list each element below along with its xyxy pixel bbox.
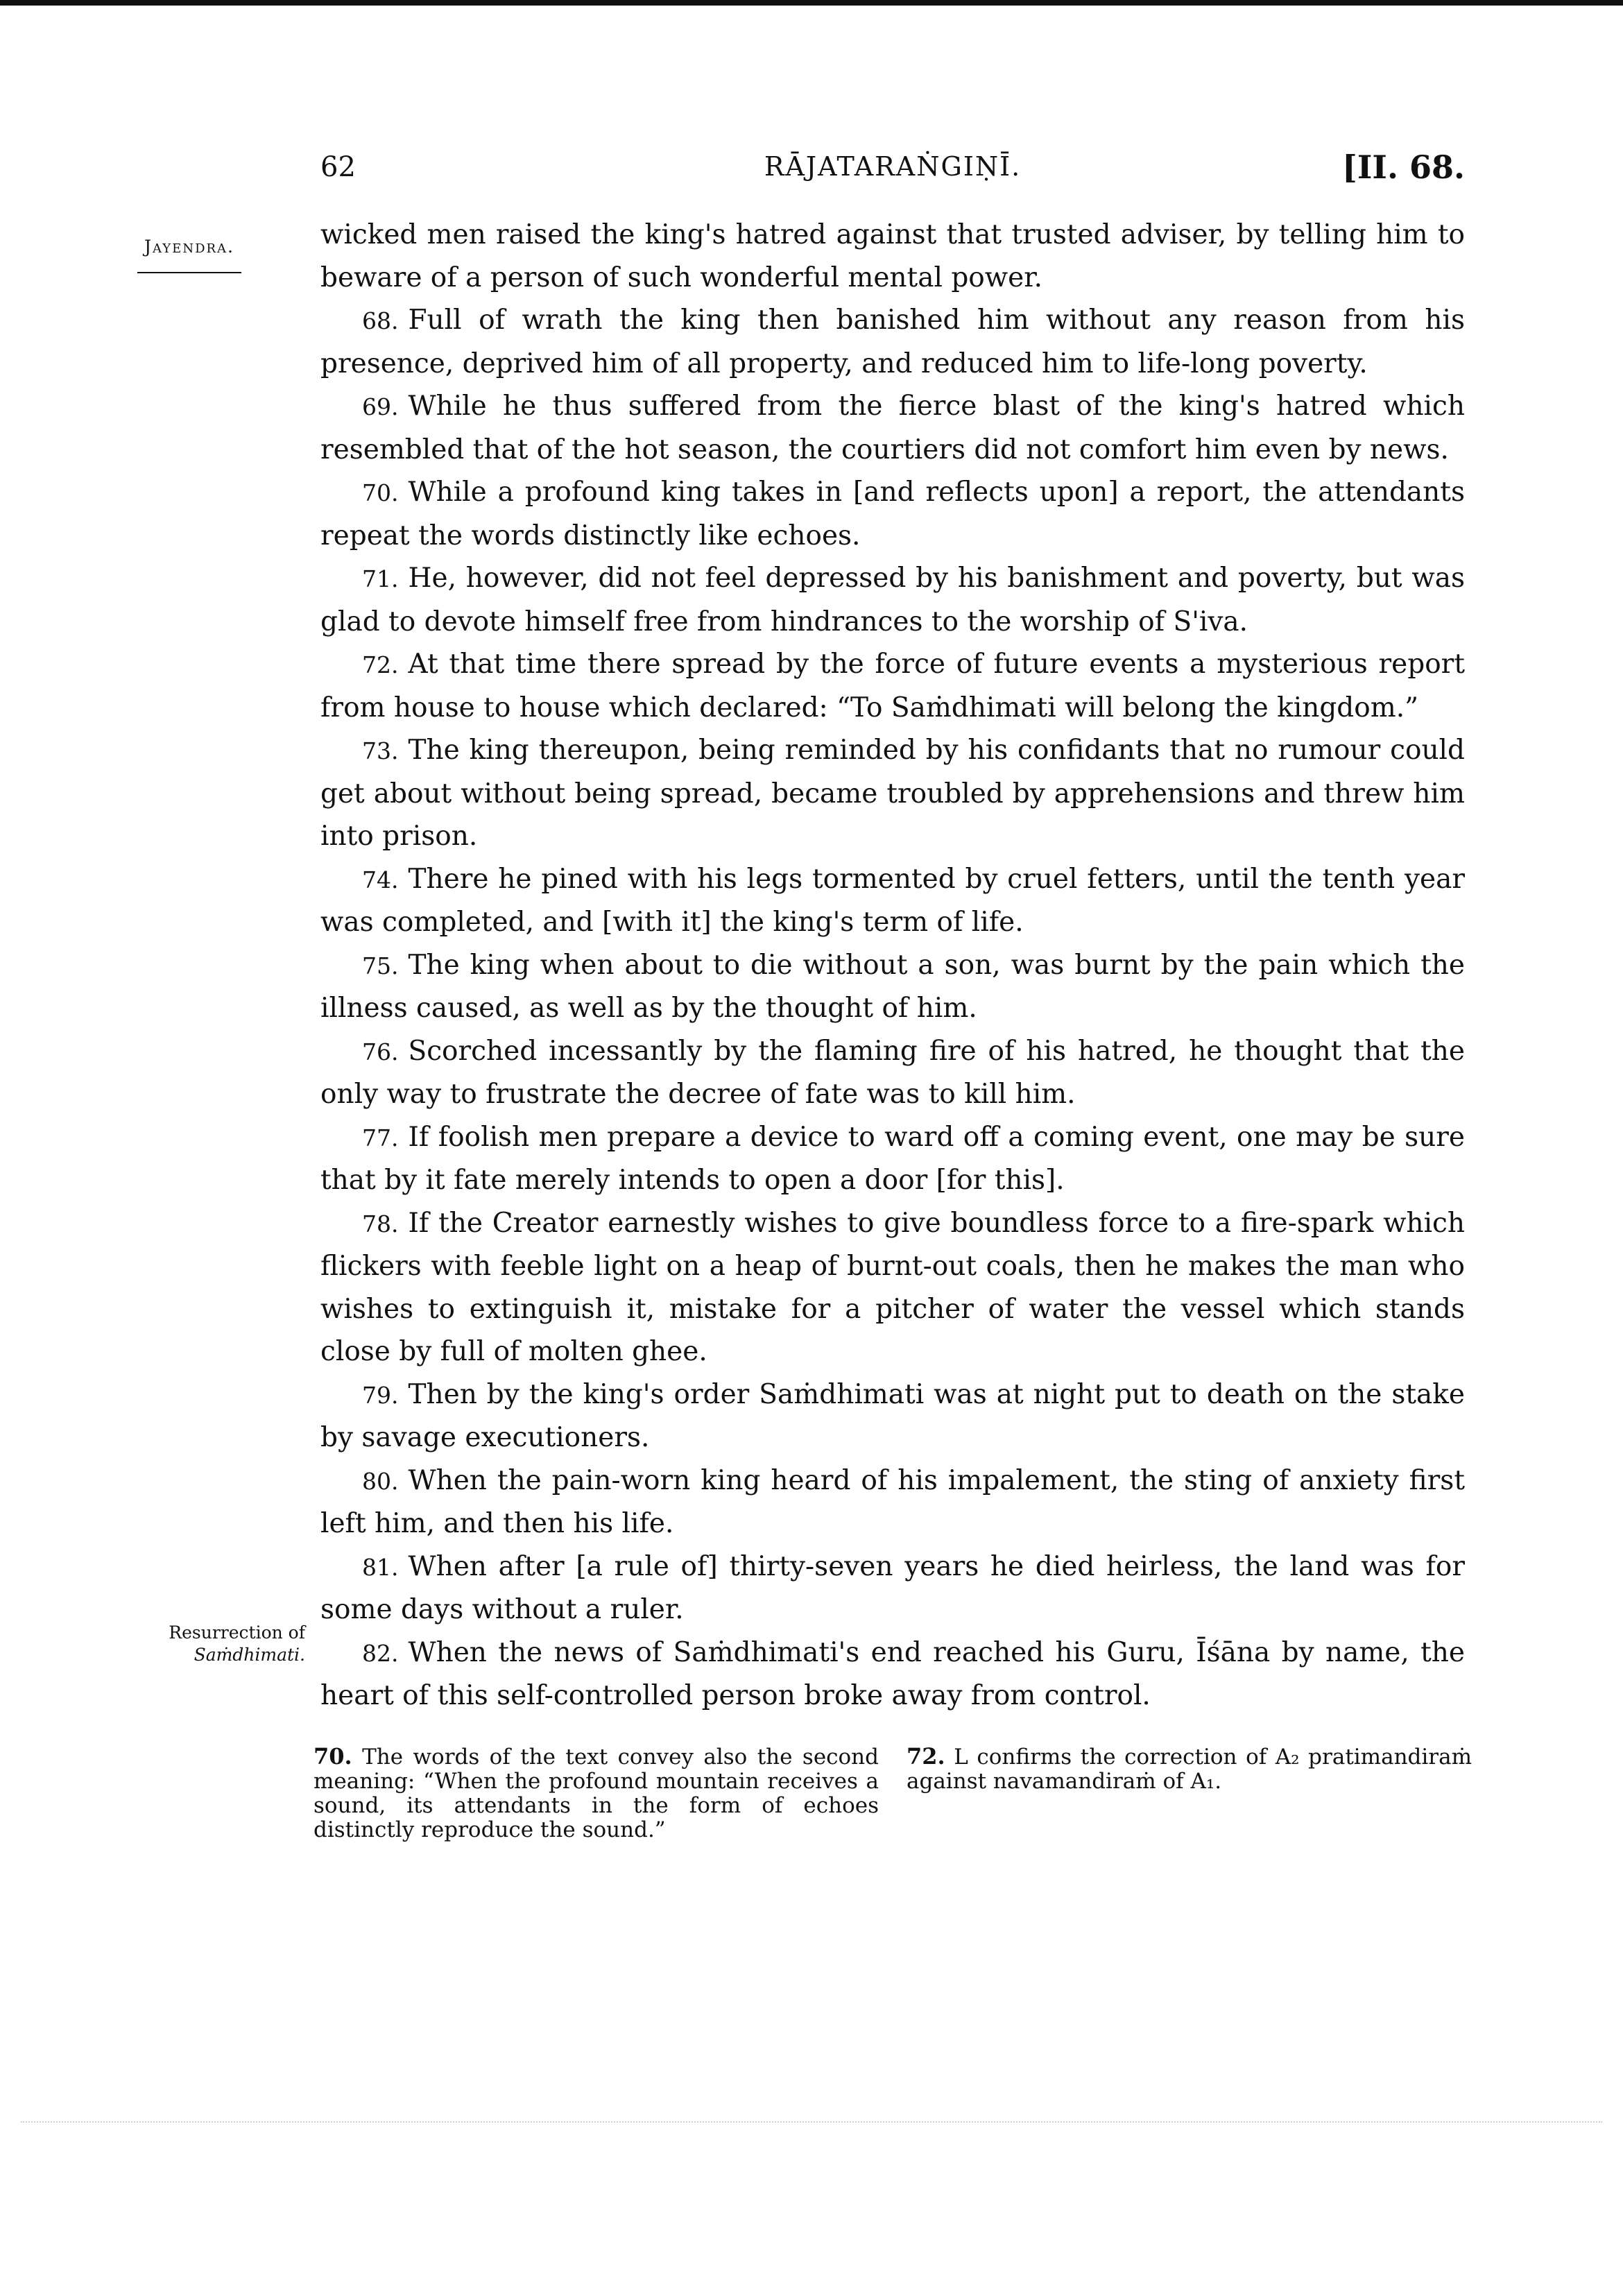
scan-dotted-line <box>21 2121 1602 2123</box>
margin-note-resurrection-line2: Saṁdhimati. <box>194 1645 305 1665</box>
verse-text: If the Creator earnestly wishes to give boundless force to a fire-spark which flickers with feeble light on a heap of burnt-out coals, then he makes the man who wishes to extinguish it, mistake for a pitcher of water the vessel which stands close by full of molten ghee. <box>320 1207 1465 1367</box>
margin-note-resurrection <box>76 1622 305 1666</box>
verse-text: The king when about to die without a son, was burnt by the pain which the illness caused, as well as by the thought of him. <box>320 949 1465 1024</box>
verse-73 <box>320 729 1465 858</box>
footnotes <box>314 1745 1472 1842</box>
verse-82 <box>320 1631 1465 1717</box>
verse-text: If foolish men prepare a device to ward off a coming event, one may be sure that by it fate merely intends to open a door [for this]. <box>320 1121 1465 1196</box>
verse-text: The king thereupon, being reminded by his confidants that no rumour could get about without being spread, became troubled by apprehensions and threw him into prison. <box>320 735 1465 852</box>
verse-text: When after [a rule of] thirty-seven years he died heirless, the land was for some days without a ruler. <box>320 1550 1465 1625</box>
verse-text: While a profound king takes in [and reflects upon] a report, the attendants repeat the words distinctly like echoes. <box>320 477 1465 551</box>
running-title: RĀJATARAṄGIṆĪ. <box>764 151 1022 182</box>
verse-text: Full of wrath the king then banished him without any reason from his presence, deprived him of all property, and reduced him to life-long poverty. <box>320 305 1465 379</box>
verse-71 <box>320 557 1465 643</box>
verse-number: 72. <box>362 651 399 678</box>
main-text <box>320 214 1465 1717</box>
verse-78 <box>320 1202 1465 1373</box>
verse-text: Scorched incessantly by the flaming fire of his hatred, he thought that the only way to frustrate the decree of fate was to kill him. <box>320 1035 1465 1110</box>
verse-79 <box>320 1373 1465 1459</box>
margin-note-rule <box>137 272 241 273</box>
verse-number: 79. <box>362 1381 399 1409</box>
margin-note-jayendra-text: Jayendra. <box>144 237 234 257</box>
footnote-number: 70. <box>314 1743 352 1770</box>
verse-number: 75. <box>362 952 399 979</box>
verse-text: Then by the king's order Saṁdhimati was at night put to death on the stake by savage executioners. <box>320 1378 1465 1453</box>
page-number: 62 <box>320 151 356 183</box>
verse-text: When the news of Saṁdhimati's end reached his Guru, Īśāna by name, the heart of this self-controlled person broke away from control. <box>320 1636 1465 1711</box>
verse-number: 82. <box>362 1639 399 1667</box>
verse-75 <box>320 944 1465 1030</box>
footnote-72 <box>907 1745 1472 1842</box>
footnote-text: The words of the text convey also the second meaning: “When the profound mountain receives a sound, its attendants in the form of echoes distinctly reproduce the sound.” <box>314 1745 879 1842</box>
verse-number: 70. <box>362 479 399 506</box>
verse-number: 68. <box>362 307 399 334</box>
verse-text: At that time there spread by the force of future events a mysterious report from house to house which declared: “To Saṁdhimati will belong the kingdom.” <box>320 649 1465 723</box>
margin-note-resurrection-line1: Resurrection of <box>169 1622 305 1643</box>
verse-number: 81. <box>362 1553 399 1581</box>
verse-number: 74. <box>362 866 399 893</box>
verse-text: While he thus suffered from the fierce blast of the king's hatred which resembled that of the hot season, the courtiers did not comfort him even by news. <box>320 391 1465 465</box>
verse-text: When the pain-worn king heard of his impalement, the sting of anxiety first left him, and then his life. <box>320 1464 1465 1539</box>
verse-69 <box>320 385 1465 471</box>
verse-number: 77. <box>362 1124 399 1151</box>
continuation-paragraph: wicked men raised the king's hatred against that trusted adviser, by telling him to beware of a person of such wonderful mental power. <box>320 219 1465 293</box>
footnote-number: 72. <box>907 1743 945 1770</box>
verse-number: 73. <box>362 737 399 764</box>
verse-70 <box>320 471 1465 557</box>
section-reference: [II. 68. <box>1342 148 1465 186</box>
top-border-line <box>0 0 1623 6</box>
verse-number: 78. <box>362 1210 399 1237</box>
verse-number: 76. <box>362 1038 399 1065</box>
verse-80 <box>320 1459 1465 1545</box>
page-header <box>320 148 1465 193</box>
verse-number: 71. <box>362 565 399 592</box>
verse-81 <box>320 1545 1465 1631</box>
verse-72 <box>320 643 1465 729</box>
margin-note-jayendra <box>123 236 255 273</box>
verse-text: There he pined with his legs tormented by cruel fetters, until the tenth year was completed, and [with it] the king's term of life. <box>320 863 1465 938</box>
verse-76 <box>320 1030 1465 1116</box>
verse-74 <box>320 858 1465 944</box>
footnote-text: L confirms the correction of A₂ pratimandiraṁ against navamandiraṁ of A₁. <box>907 1745 1472 1794</box>
footnote-70 <box>314 1745 879 1842</box>
verse-number: 80. <box>362 1467 399 1495</box>
verse-68 <box>320 299 1465 385</box>
verse-number: 69. <box>362 393 399 420</box>
verse-text: He, however, did not feel depressed by his banishment and poverty, but was glad to devote himself free from hindrances to the worship of S'iva. <box>320 563 1465 637</box>
verse-77 <box>320 1116 1465 1202</box>
